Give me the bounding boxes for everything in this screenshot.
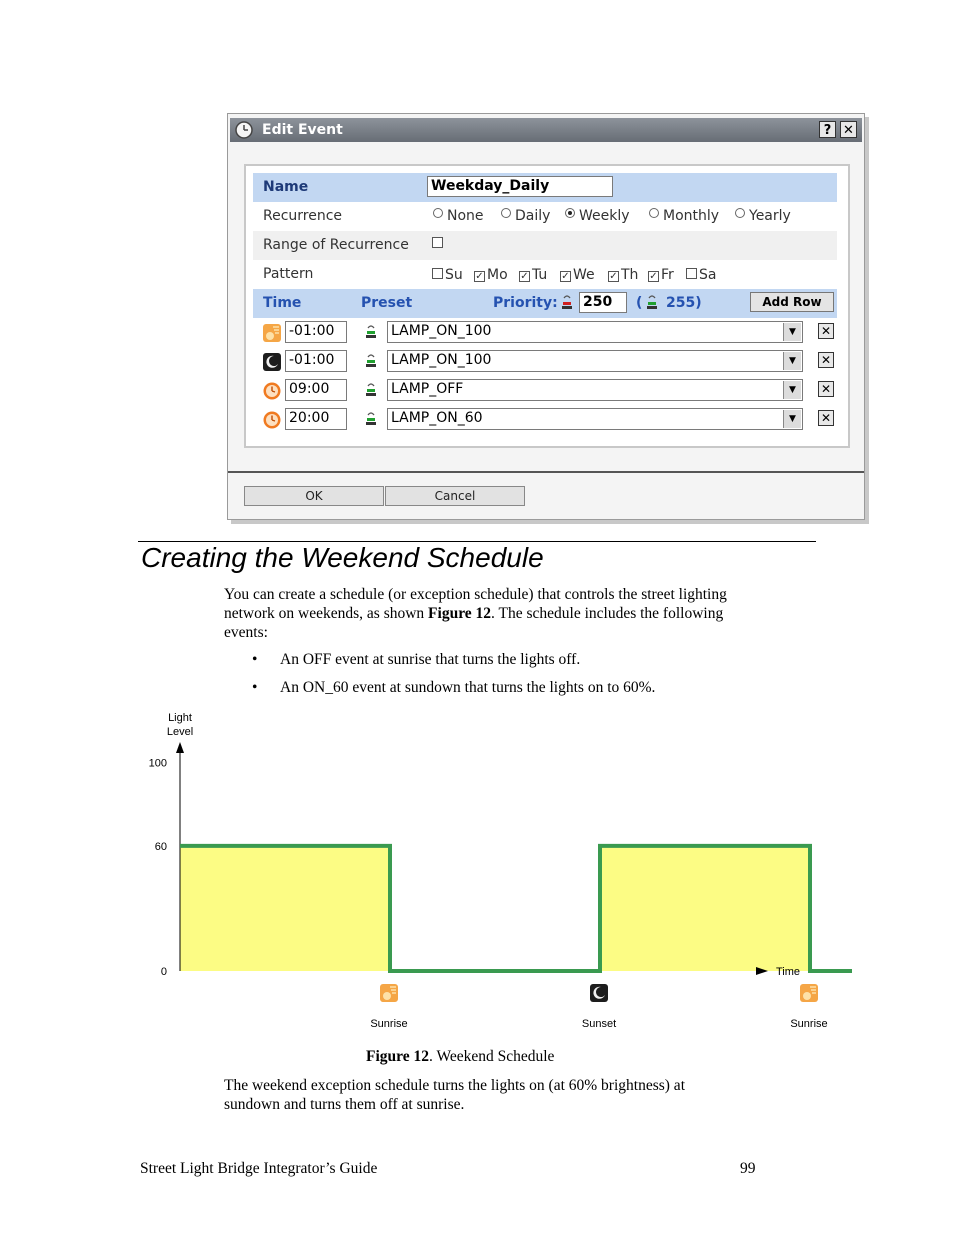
event-row xyxy=(253,376,837,405)
pattern-label: Pattern xyxy=(263,266,314,282)
day-tu-checkbox[interactable]: ✓ Tu xyxy=(520,267,548,283)
lamp-on-icon xyxy=(646,294,658,311)
bullet-symbol: • xyxy=(252,679,258,696)
caption-text: . Weekend Schedule xyxy=(429,1048,555,1065)
y-axis-label: Light xyxy=(168,712,192,724)
sunrise-icon xyxy=(380,984,398,1002)
event-row xyxy=(253,347,837,376)
y-axis-arrow-icon xyxy=(176,742,184,753)
checkbox-box xyxy=(432,268,443,279)
sunset-icon xyxy=(263,353,281,371)
bullet-item xyxy=(252,679,656,697)
event-row xyxy=(253,405,837,434)
figure-reference: Figure 12 xyxy=(428,605,492,622)
priority-input[interactable]: 250 xyxy=(579,292,627,313)
marker-label: Sunset xyxy=(581,1018,617,1030)
dropdown-arrow-icon[interactable]: ▼ xyxy=(783,323,801,341)
x-axis-label: Time xyxy=(776,966,801,978)
bullet-text: An OFF event at sunrise that turns the lights off. xyxy=(280,651,581,668)
recurrence-monthly-radio[interactable]: Monthly xyxy=(649,208,719,224)
y-axis-label: Level xyxy=(166,726,194,738)
bullet-symbol: • xyxy=(252,651,258,668)
lamp-on-icon xyxy=(365,324,377,340)
sunset-icon xyxy=(590,984,608,1002)
add-row-button[interactable]: Add Row xyxy=(750,292,834,312)
delete-row-button[interactable]: ✕ xyxy=(818,381,834,397)
radio-circle xyxy=(649,208,659,218)
radio-circle xyxy=(735,208,745,218)
event-time-input[interactable]: 09:00 xyxy=(285,379,347,401)
bullet-text: An ON_60 event at sundown that turns the lights on to 60%. xyxy=(280,679,656,696)
outro-line: sundown and turns them off at sunrise. xyxy=(224,1096,465,1113)
intro-paragraph xyxy=(224,585,824,642)
recurrence-daily-radio[interactable]: Daily xyxy=(501,208,550,224)
name-row xyxy=(253,173,837,202)
dialog-separator xyxy=(228,471,864,473)
recurrence-label: Recurrence xyxy=(263,208,343,224)
checkmark-icon: ✓ xyxy=(649,271,658,282)
recurrence-row xyxy=(253,202,837,231)
marker-label: Sunrise xyxy=(370,1018,408,1030)
day-fr-checkbox[interactable]: ✓ Fr xyxy=(649,267,674,283)
intro-line: network on weekends, as shown Figure 12. The schedule includes the following xyxy=(224,605,724,622)
lamp-off-icon xyxy=(365,382,377,398)
page-number: 99 xyxy=(740,1160,756,1177)
event-time-input[interactable]: -01:00 xyxy=(285,350,347,372)
y-tick-label: 100 xyxy=(148,757,167,770)
time-column-header: Time xyxy=(263,295,302,311)
day-we-checkbox[interactable]: ✓ We xyxy=(561,267,595,283)
delete-row-button[interactable]: ✕ xyxy=(818,323,834,339)
radio-circle xyxy=(501,208,511,218)
cancel-button[interactable]: Cancel xyxy=(385,486,525,506)
range-label: Range of Recurrence xyxy=(263,237,409,253)
radio-circle xyxy=(433,208,443,218)
event-time-input[interactable]: 20:00 xyxy=(285,408,347,430)
priority-paren: ( xyxy=(636,295,643,311)
close-button[interactable]: ✕ xyxy=(840,121,857,138)
sunrise-icon xyxy=(800,984,818,1002)
delete-row-button[interactable]: ✕ xyxy=(818,352,834,368)
event-preset-select[interactable]: LAMP_ON_100 ▼ xyxy=(387,350,803,372)
preset-column-header: Preset xyxy=(361,295,413,311)
day-su-checkbox[interactable]: Su xyxy=(432,267,463,283)
outro-paragraph xyxy=(224,1076,824,1114)
day-sa-checkbox[interactable]: Sa xyxy=(686,267,716,283)
delete-row-button[interactable]: ✕ xyxy=(818,410,834,426)
pattern-row xyxy=(253,260,837,289)
checkbox-box xyxy=(686,268,697,279)
marker-label: Sunrise xyxy=(790,1018,828,1030)
event-form-panel xyxy=(244,164,850,448)
lamp-on-icon xyxy=(365,353,377,369)
dialog-title: Edit Event xyxy=(262,122,343,138)
y-tick-label: 0 xyxy=(160,966,167,978)
radio-circle-selected xyxy=(565,208,575,218)
ok-button[interactable]: OK xyxy=(244,486,384,506)
light-on-area xyxy=(180,846,390,971)
checkmark-icon: ✓ xyxy=(475,271,484,282)
intro-line: You can create a schedule (or exception schedule) that controls the street lighting xyxy=(224,586,727,603)
recurrence-yearly-radio[interactable]: Yearly xyxy=(735,208,791,224)
priority-label: Priority: xyxy=(493,295,558,311)
name-label: Name xyxy=(263,179,309,195)
help-button[interactable]: ? xyxy=(819,121,836,138)
figure-caption xyxy=(366,1048,554,1066)
bullet-item xyxy=(252,651,581,669)
event-preset-select[interactable]: LAMP_ON_100 ▼ xyxy=(387,321,803,343)
clock-icon xyxy=(263,382,281,400)
clock-icon xyxy=(263,411,281,429)
dropdown-arrow-icon[interactable]: ▼ xyxy=(783,352,801,370)
priority-max: 255) xyxy=(666,295,702,311)
checkmark-icon: ✓ xyxy=(561,271,570,282)
events-header-row xyxy=(253,289,837,318)
weekend-schedule-chart xyxy=(140,705,828,1040)
outro-line: The weekend exception schedule turns the lights on (at 60% brightness) at xyxy=(224,1077,685,1094)
event-time-input[interactable]: -01:00 xyxy=(285,321,347,343)
checkmark-icon: ✓ xyxy=(609,271,618,282)
event-row xyxy=(253,318,837,347)
range-checkbox[interactable] xyxy=(432,236,445,252)
lamp-off-icon xyxy=(561,294,573,311)
edit-event-dialog xyxy=(227,113,865,520)
event-preset-select[interactable]: LAMP_OFF ▼ xyxy=(387,379,803,401)
day-mo-checkbox[interactable]: ✓ Mo xyxy=(475,267,508,283)
light-on-area xyxy=(600,846,810,971)
clock-icon xyxy=(234,120,254,140)
lamp-on-icon xyxy=(365,411,377,427)
recurrence-none-radio[interactable]: None xyxy=(433,208,484,224)
range-row xyxy=(253,231,837,260)
sunrise-icon xyxy=(263,324,281,342)
name-input[interactable]: Weekday_Daily xyxy=(427,176,613,197)
day-th-checkbox[interactable]: ✓ Th xyxy=(609,267,639,283)
dialog-title-bar[interactable] xyxy=(230,118,862,142)
intro-line: events: xyxy=(224,624,268,641)
footer-title: Street Light Bridge Integrator’s Guide xyxy=(140,1160,378,1177)
event-preset-select[interactable]: LAMP_ON_60 ▼ xyxy=(387,408,803,430)
checkbox-box xyxy=(432,237,443,248)
y-tick-label: 60 xyxy=(154,840,167,853)
section-heading: Creating the Weekend Schedule xyxy=(141,542,544,573)
dropdown-arrow-icon[interactable]: ▼ xyxy=(783,381,801,399)
caption-label: Figure 12 xyxy=(366,1048,429,1065)
dropdown-arrow-icon[interactable]: ▼ xyxy=(783,410,801,428)
checkmark-icon: ✓ xyxy=(520,271,529,282)
recurrence-weekly-radio[interactable]: Weekly xyxy=(565,208,630,224)
